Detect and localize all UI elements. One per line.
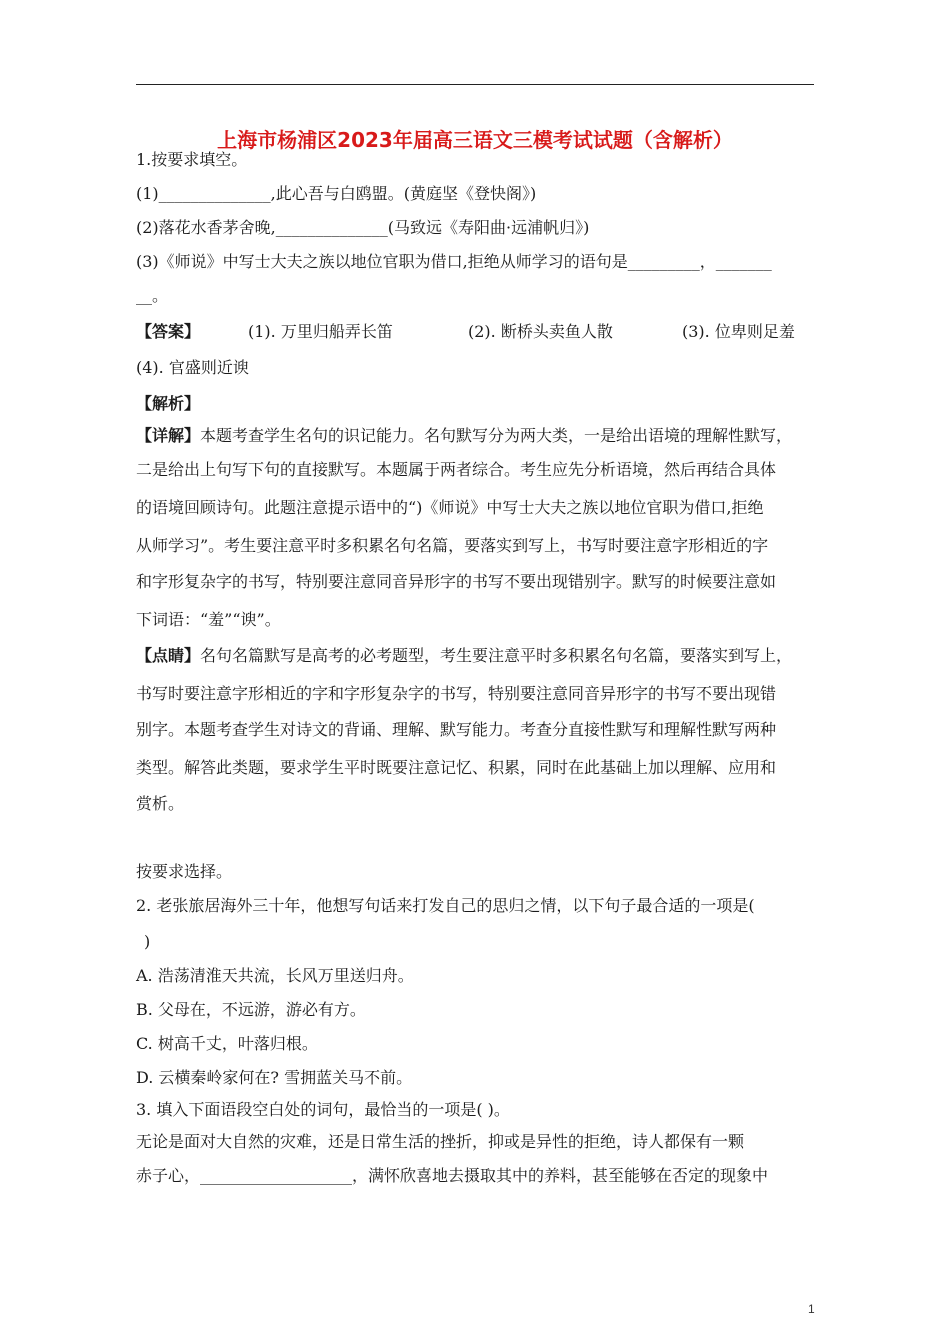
- section-heading: 按要求选择。: [136, 862, 233, 881]
- analysis-label: 【解析】: [136, 394, 201, 413]
- q2-stem: 2. 老张旅居海外三十年，他想写句话来打发自己的思归之情，以下句子最合适的一项是(: [136, 896, 755, 915]
- q3-paragraph-line: 赤子心，___________________，满怀欣喜地去摄取其中的养料，甚至能够在否定的现象中: [136, 1166, 769, 1185]
- answer-4: (4). 官盛则近谀: [136, 358, 249, 377]
- q1-item-1: (1)______________,此心吾与白鸥盟。(黄庭坚《登快阁》): [136, 184, 537, 203]
- detail-line: 从师学习”。考生要注意平时多积累名句名篇，要落实到写上，书写时要注意字形相近的字: [136, 536, 769, 555]
- detail-line: 二是给出上句写下句的直接默写。本题属于两者综合。考生应先分析语境，然后再结合具体: [136, 460, 777, 479]
- detail-text: 本题考查学生名句的识记能力。名句默写分为两大类，一是给出语境的理解性默写，: [200, 426, 793, 445]
- q2-option-c: C. 树高千丈，叶落归根。: [136, 1034, 318, 1053]
- page-title: 上海市杨浦区2023年届高三语文三模考试试题（含解析）: [217, 128, 733, 152]
- q2-stem-cont: ): [144, 932, 151, 951]
- q3-stem: 3. 填入下面语段空白处的词句，最恰当的一项是( )。: [136, 1100, 510, 1119]
- q3-paragraph-line: 无论是面对大自然的灾难，还是日常生活的挫折，抑或是异性的拒绝，诗人都保有一颗: [136, 1132, 745, 1151]
- detail-line: [136, 426, 792, 446]
- tip-line: 类型。解答此类题，要求学生平时既要注意记忆、积累，同时在此基础上加以理解、应用和: [136, 758, 777, 777]
- answer-label: 【答案】: [136, 322, 201, 341]
- tip-label: 【点睛】: [136, 646, 201, 665]
- q2-option-b: B. 父母在，不远游，游必有方。: [136, 1000, 366, 1019]
- tip-text: 名句名篇默写是高考的必考题型，考生要注意平时多积累名句名篇，要落实到写上，: [200, 646, 793, 665]
- q1-item-3-cont: __。: [136, 286, 169, 305]
- tip-line: 赏析。: [136, 794, 185, 813]
- page-number: 1: [808, 1302, 815, 1316]
- q1-heading: 1.按要求填空。: [136, 150, 248, 169]
- answer-3: (3). 位卑则足羞: [682, 322, 795, 341]
- detail-line: 和字形复杂字的书写，特别要注意同音异形字的书写不要出现错别字。默写的时候要注意如: [136, 572, 777, 591]
- detail-line: 的语境回顾诗句。此题注意提示语中的“)《师说》中写士大夫之族以地位官职为借口,拒绝: [136, 498, 764, 517]
- q1-item-2: (2)落花水香茅舍晚,______________(马致远《寿阳曲·远浦帆归》): [136, 218, 590, 237]
- tip-line: 书写时要注意字形相近的字和字形复杂字的书写，特别要注意同音异形字的书写不要出现错: [136, 684, 777, 703]
- detail-label: 【详解】: [136, 426, 201, 445]
- tip-line: 别字。本题考查学生对诗文的背诵、理解、默写能力。考查分直接性默写和理解性默写两种: [136, 720, 777, 739]
- q2-option-d: D. 云横秦岭家何在? 雪拥蓝关马不前。: [136, 1068, 413, 1087]
- header-rule: [136, 84, 814, 85]
- tip-line: [136, 646, 792, 666]
- q2-option-a: A. 浩荡清淮天共流，长风万里送归舟。: [136, 966, 414, 985]
- q1-item-3: (3)《师说》中写士大夫之族以地位官职为借口,拒绝从师学习的语句是_________，_______: [136, 252, 772, 271]
- answer-2: (2). 断桥头卖鱼人散: [468, 322, 613, 341]
- detail-line: 下词语：“羞”“谀”。: [136, 610, 281, 629]
- answer-1: (1). 万里归船弄长笛: [248, 322, 393, 341]
